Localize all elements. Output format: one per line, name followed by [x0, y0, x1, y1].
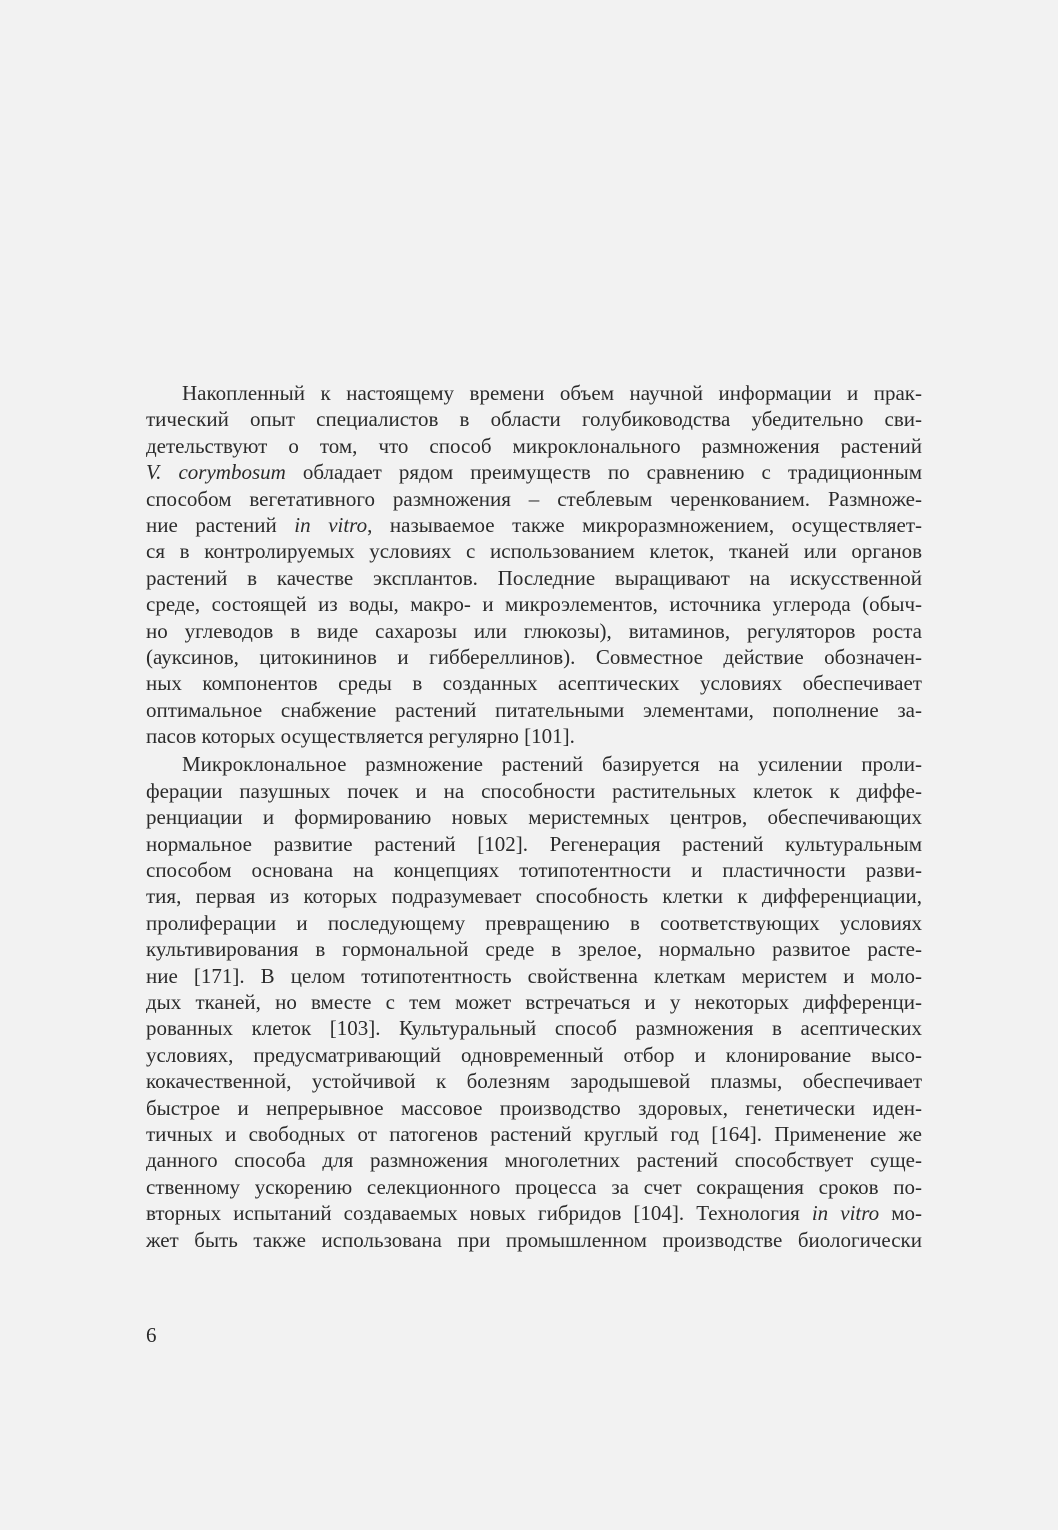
text-line: культивирования в гормональной среде в зрелое, нормально развитое расте- — [146, 937, 922, 962]
text-line: детельствуют о том, что способ микроклонального размножения растений — [146, 433, 922, 458]
italic-term: V. corymbosum — [146, 460, 286, 485]
text-line: (ауксинов, цитокининов и гиббереллинов). Совместное действие обозначен- — [146, 644, 922, 669]
italic-term: in vitro — [811, 1201, 880, 1226]
text-line: дых тканей, но вместе с тем может встречаться и у некоторых дифференци- — [146, 989, 922, 1014]
text-segment: мо- — [879, 1201, 922, 1226]
body-text — [146, 380, 922, 1253]
paragraph — [146, 751, 922, 1252]
text-segment: ние растений — [146, 512, 295, 537]
italic-term: in vitro — [294, 512, 368, 537]
text-line: тия, первая из которых подразумевает способность клетки к дифференциации, — [146, 884, 922, 909]
text-line: Микроклональное размножение растений базируется на усилении проли- — [182, 752, 922, 777]
text-line: условиях, предусматривающий одновременный отбор и клонирование высо- — [146, 1042, 922, 1067]
text-line: способом основана на концепциях тотипотентности и пластичности разви- — [146, 858, 922, 883]
text-line: кокачественной, устойчивой к болезням зародышевой плазмы, обеспечивает — [146, 1069, 922, 1094]
text-line: нормальное развитие растений [102]. Регенерация растений культуральным — [146, 831, 922, 856]
text-segment: , называемое также микроразмножением, осуществляет- — [367, 512, 923, 537]
text-line: ние [171]. В целом тотипотентность свойственна клеткам меристем и моло- — [146, 963, 922, 988]
text-line: способом вегетативного размножения – стеблевым черенкованием. Размноже- — [146, 486, 922, 511]
text-line: тичных и свободных от патогенов растений круглый год [164]. Применение же — [146, 1121, 922, 1146]
paragraph — [146, 380, 922, 749]
text-line — [146, 512, 922, 538]
text-line: оптимальное снабжение растений питательными элементами, пополнение за- — [146, 697, 922, 722]
text-line: ственному ускорению селекционного процесса за счет сокращения сроков по- — [146, 1174, 922, 1199]
text-line: пасов которых осуществляется регулярно [101]. — [146, 724, 575, 749]
text-line: растений в качестве эксплантов. Последние выращивают на искусственной — [146, 565, 922, 590]
text-line: быстрое и непрерывное массовое производство здоровых, генетически иден- — [146, 1095, 922, 1120]
text-line: ся в контролируемых условиях с использованием клеток, тканей или органов — [146, 539, 922, 564]
text-line: данного способа для размножения многолетних растений способствует суще- — [146, 1148, 922, 1173]
text-line: рованных клеток [103]. Культуральный способ размножения в асептических — [146, 1016, 922, 1041]
text-line: Накопленный к настоящему времени объем научной информации и прак- — [182, 381, 922, 405]
text-segment: вторных испытаний создаваемых новых гибридов [104]. Технология — [146, 1201, 812, 1226]
text-segment: обладает рядом преимуществ по сравнению с традиционным — [285, 460, 922, 485]
text-line — [146, 459, 922, 485]
text-line: тический опыт специалистов в области голубиководства убедительно сви- — [146, 407, 922, 432]
text-line: жет быть также использована при промышленном производстве биологически — [146, 1227, 922, 1252]
text-line: но углеводов в виде сахарозы или глюкозы), витаминов, регуляторов роста — [146, 618, 922, 643]
page-number: 6 — [146, 1323, 157, 1347]
text-line: ренциации и формированию новых меристемных центров, обеспечивающих — [146, 805, 922, 830]
text-line: среде, состоящей из воды, макро- и микроэлементов, источника углерода (обыч- — [146, 592, 922, 617]
text-line: ных компонентов среды в созданных асептических условиях обеспечивает — [146, 671, 922, 696]
text-line — [146, 1200, 922, 1226]
text-line: ферации пазушных почек и на способности растительных клеток к диффе- — [146, 778, 922, 803]
text-line: пролиферации и последующему превращению в соответствующих условиях — [146, 910, 922, 935]
